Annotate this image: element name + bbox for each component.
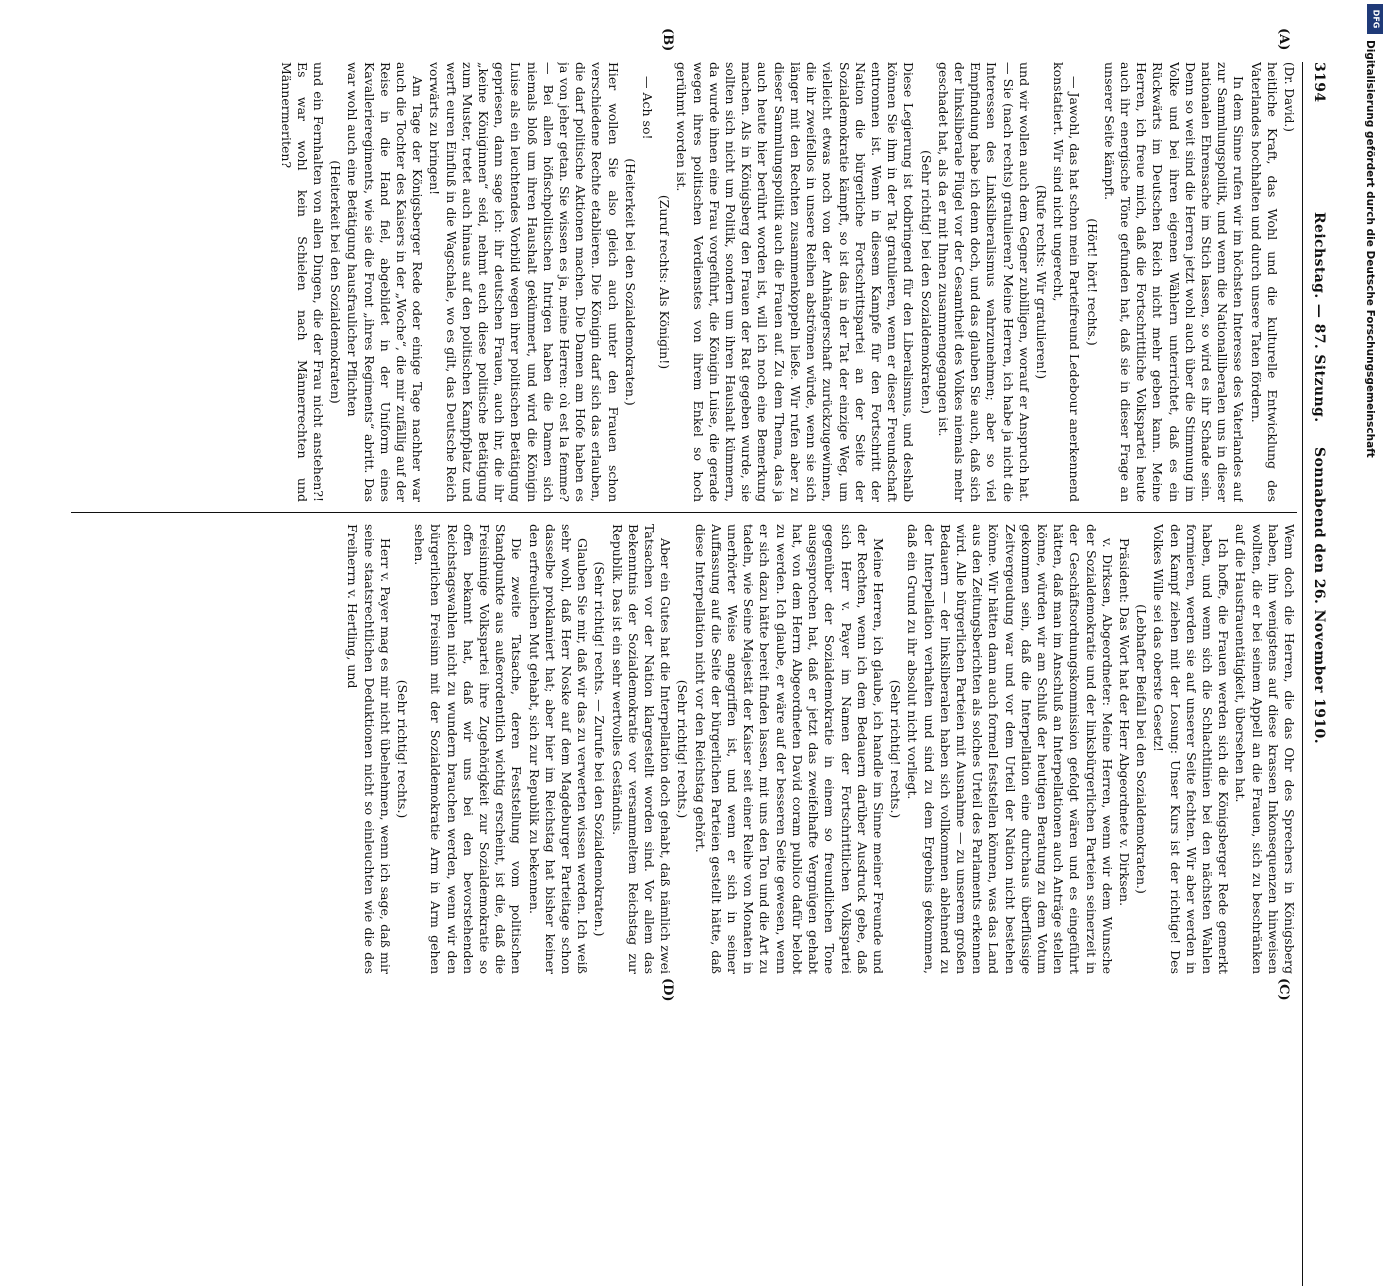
interjection: (Sehr richtig! rechts.) xyxy=(395,679,411,819)
paragraph: — Ach so! xyxy=(640,76,656,140)
paragraph: Ich hoffe, die Frauen werden sich die Königsberger Rede gemerkt haben, und wenn sich die Schlachtlinien bei den nächsten Wahlen formieren, werden sie auf unserer Seite fechten. Wir aber werden in den Kampf ziehen mit der Losung: Unser Kurs ist der richtige! Des Volkes Wille sei das oberste Gesetz! xyxy=(1151,524,1232,974)
interjection: (Lebhafter Beifall bei den Sozialdemokraten.) xyxy=(1134,604,1150,894)
left-text-column xyxy=(57,62,1297,502)
margin-marker-c: (C) xyxy=(1276,978,1291,1001)
paragraph: heitliche Kraft, das Wohl und die kulturelle Entwicklung des Vaterlandes hochhalten und durch unsere Taten fördern. xyxy=(1248,62,1280,502)
paragraph: Glauben Sie mir, daß wir das zu verwerten wissen werden. Ich weiß sehr wohl, daß Herr Noske auf dem Magdeburger Parteitage schon dasselbe proklamiert hat; aber hier im Reichstag hat bisher keiner den erfreulichen Mut gehabt, sich zur Republik zu bekennen. xyxy=(526,524,591,974)
interjection: (Rufe rechts: Wir gratulieren!) xyxy=(1033,184,1049,380)
paragraph: Meine Herren, ich glaube, ich handle im Sinne meiner Freunde und der Rechten, wenn ich dem Bedauern darüber Ausdruck gebe, daß sich Herr v. Payer im Namen der Fortschrittlichen Volkspartei gegenüber der Sozialdemokratie in einem so freundlichen Tone ausgesprochen hat, daß er jetzt das zweifelhafte Vergnügen gehabt hat, von dem Herrn Abgeordneten David coram publico dafür belobt zu werden. Ich glaube, er wäre auf der besseren Seite gewesen, wenn er sich dazu hätte bereit finden lassen, mit uns den Ton und die Art zu tadeln, wie Seine Majestät der Kaiser seit einer Reihe von Monaten in unerhörter Weise angegriffen ist, und wenn er sich in seiner Auffassung auf die Seite der bürgerlichen Parteien gestellt hätte, daß diese Interpellation nicht vor den Reichstag gehört. xyxy=(692,524,886,974)
paragraph: und ein Fernhalten von allen Dingen, die der Frau nicht anstehen?! Es war wohl kein Schielen nach Männerrechten und Männermeriten? xyxy=(278,62,327,502)
margin-marker-d: (D) xyxy=(660,978,675,1002)
paragraph: Diese Legierung ist todbringend für den Liberalismus, und deshalb können Sie ihm in der Tat gratulieren, wenn er dieser Freundschaft entronnen ist. Wenn in diesem Kampfe für den Fortschritt der Nation die bürgerliche Fortschrittspartei an der Seite der Sozialdemokratie kämpft, so ist das in der Tat der einzige Weg, um vielleicht etwas noch von der Anhängerschaft zurückzugewinnen, die ihr zweifellos in unsere Reihen abströmen würde, wenn sie sich länger mit den Rechten zusammenkoppeln ließe. Wir rufen aber zu dieser Sammlungspolitik auch die Frauen auf. Zu dem Thema, das ja auch heute hier berührt worden ist, will ich noch eine Bemerkung machen. Als in Königsberg den Frauen der Rat gegeben wurde, sie sollten sich nicht um Politik, sondern um ihren Haushalt kümmern, da wurde ihnen eine Frau vorgeführt, die Königin Luise, die gerade wegen ihres politischen Verdienstes von ihrem Enkel so hoch gerühmt worden ist. xyxy=(674,62,917,502)
interjection: (Sehr richtig! rechts. — Zurufe bei den Sozialdemokraten.) xyxy=(592,561,608,937)
paragraph: Präsident: Das Wort hat der Herr Abgeordnete v. Dirksen. xyxy=(1116,538,1132,907)
interjection: (Sehr richtig! rechts.) xyxy=(888,679,904,819)
right-text-column xyxy=(57,524,1297,974)
paragraph: (Dr. David.) xyxy=(1282,62,1296,132)
paragraph: Aber ein Gutes hat die Interpellation doch gehabt, daß nämlich zwei Tatsachen vor der Nation klargestellt worden sind. Vor allem das Bekenntnis der Sozialdemokratie vor versammeltem Reichstag zur Republik. Das ist ein sehr wertvolles Geständnis. xyxy=(609,524,674,974)
paragraph: Wenn doch die Herren, die das Ohr des Sprechers in Königsberg haben, ihn wenigstens auf diese krassen Inkonsequenzen hinweisen wollten, die er bei seinem Appell an die Frauen, sich zu beschränken auf die Hausfrauentätigkeit, übersehen hat. xyxy=(1233,524,1297,974)
interjection: (Sehr richtig! bei den Sozialdemokraten.) xyxy=(918,150,934,414)
margin-marker-a: (A) xyxy=(1276,28,1291,51)
interjection: (Zuruf rechts: Als Königin!) xyxy=(657,194,673,370)
page-number: 3194 xyxy=(1311,62,1327,103)
session-title: Reichstag. — 87. Sitzung. xyxy=(1311,212,1327,423)
paragraph: Hier wollen Sie also gleich auch unter den Frauen schon verschiedene Rechte etablieren. Die Königin darf sich das erlauben, die darf politische Aktionen machen. Die Damen am Hofe haben es ja von jeher getan. Sie wissen es ja, meine Herren: où est la femme? — Bei allen höfischpolitischen Intrigen haben die Damen sich niemals bloß um ihren Haushalt gekümmert, und wird die Königin Luise als ein leuchtendes Vorbild wegen ihrer politischen Betätigung gepriesen, dann sage ich: ihr deutschen Frauen, auch ihr, die ihr „keine Königinnen“ seid, nehmt euch diese politische Betätigung zum Muster, tretet auch hinaus auf den politischen Kampfplatz und werft euren Einfluß in die Wagschale, wo es gilt, das Deutsche Reich vorwärts zu bringen! xyxy=(427,62,621,502)
paragraph: Herr v. Payer mag es mir nicht übelnehmen, wenn ich sage, daß mir seine staatsrechtlichen Deduktionen nicht so einleuchten wie die des Freiherrn v. Hertling, und xyxy=(345,524,393,974)
interjection: (Hört! hört! rechts.) xyxy=(1084,218,1100,346)
svg-text:DFG: DFG xyxy=(1371,9,1381,29)
header-rule xyxy=(1302,62,1303,1286)
margin-marker-b: (B) xyxy=(660,28,675,52)
interjection: (Sehr richtig! rechts.) xyxy=(675,679,691,819)
paragraph: In dem Sinne rufen wir im höchsten Interesse des Vaterlandes auf zur Sammlungspolitik, und wenn die Nationalliberalen uns in dieser nationalen Ehrensache im Stich lassen, so wird es ihr Schade sein. Denn so weit sind die Herren jetzt wohl auch über die Stimmung im Volke und bei ihren eigenen Wählern unterrichtet, daß es ein Rückwärts im Deutschen Reich nicht mehr geben kann. Meine Herren, ich freue mich, daß die Fortschrittliche Volkspartei heute auch ihr energische Töne gefunden hat, daß sie in dieser Frage an unserer Seite kämpft. xyxy=(1101,62,1247,502)
page-header xyxy=(1307,62,1327,942)
interjection: (Heiterkeit bei den Sozialdemokraten) xyxy=(328,160,344,404)
paragraph: Die zweite Tatsache, deren Feststellung vom politischen Standpunkte aus außerordentlich wichtig erscheint, ist die, daß die Freisinnige Volkspartei ihre Zugehörigkeit zur Sozialdemokratie so offen bekannt hat, daß wir uns bei den bevorstehenden Reichstagswahlen nicht zu wundern brauchen werden, wenn wir den bürgerlichen Freisinn mit der Sozialdemokratie Arm in Arm gehen sehen. xyxy=(412,524,525,974)
column-divider xyxy=(71,512,1297,513)
interjection: (Heiterkeit bei den Sozialdemokraten.) xyxy=(622,158,638,406)
dfg-logo xyxy=(1367,4,1383,34)
paragraph: und wir wollen auch dem Gegner zubilligen, worauf er Anspruch hat. — Sie (nach rechts) gratulieren? Meine Herren, ich habe ja nicht die Interessen des Linksliberalismus wahrzunehmen; aber so viel Empfindung habe ich denn doch, und das glauben Sie auch, daß sich der linksliberale Flügel vor der Gesamtheit des Volkes niemals mehr geschadet hat, als da er mit Ihnen zusammengegangen ist. xyxy=(935,62,1032,502)
session-date: Sonnabend den 26. November 1910. xyxy=(1311,447,1327,744)
paragraph: — Jawohl, das hat schon mein Parteifreund Ledebour anerkennend konstatiert. Wir sind nicht ungerecht, xyxy=(1051,62,1083,502)
paragraph: Am Tage der Königsberger Rede oder einige Tage nachher war auch die Tochter des Kaisers in der „Woche“, die mir zufällig auf der Reise in die Hand fiel, abgebildet in der Uniform eines Kavallerieregiments, wie sie die Front „ihres Regiments“ abritt. Das war wohl auch eine Betätigung hausfraulicher Pflichten xyxy=(345,62,426,502)
digitization-credit: Digitalisierung gefördert durch die Deutsche Forschungsgemeinschaft xyxy=(1364,40,1376,458)
paragraph: v. Dirksen, Abgeordneter: Meine Herren, wenn wir dem Wunsche der Sozialdemokratie und der linksbürgerlichen Parteien seinerzeit in der Geschäftsordnungskommission gefolgt wären und es eingeführt hätten, daß man im Anschluß an Interpellationen auch Anträge stellen könne, würden wir am Schluß der heutigen Beratung zu dem Votum gekommen sein, daß die Interpellation eine durchaus überflüssige Zeitvergeudung war und vor dem Urteil der Nation nicht bestehen könne. Wir hätten dann auch formell feststellen können, was das Land aus den Zeitungsberichten als solches Urteil des Parlaments erkennen wird. Alle bürgerlichen Parteien mit Ausnahme — zu unserem großen Bedauern — der linksliberalen haben sich vollkommen ablehnend zu der Interpellation verhalten und sind zu dem Ergebnis gekommen, daß ein Grund zu ihr absolut nicht vorliegt. xyxy=(905,524,1115,974)
